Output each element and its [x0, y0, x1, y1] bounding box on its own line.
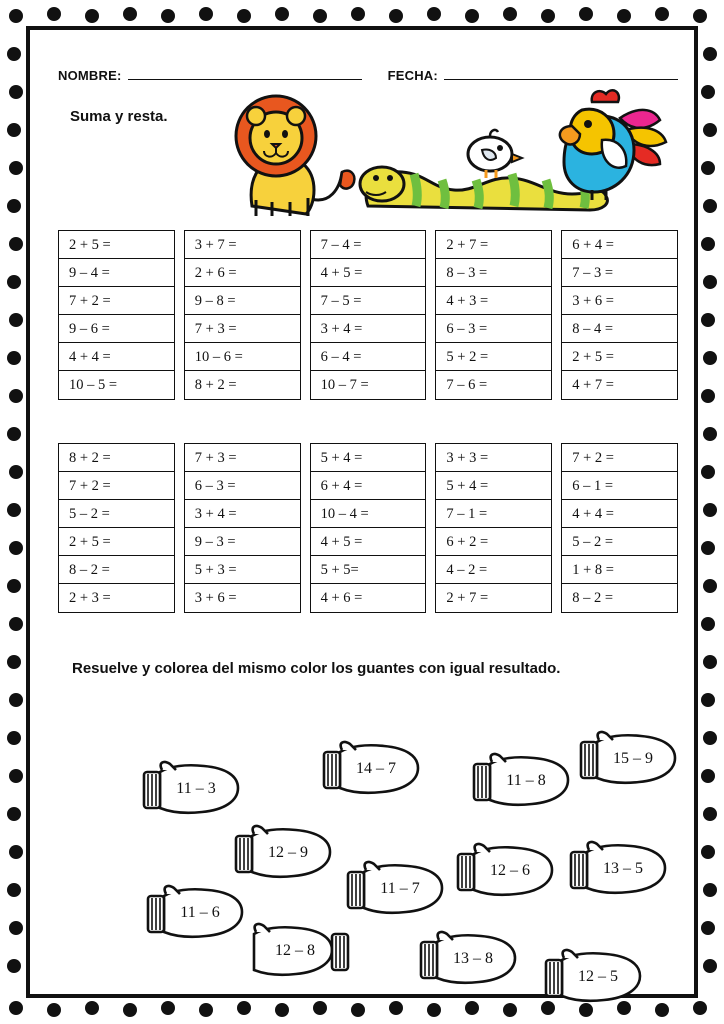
- glove-item[interactable]: [340, 858, 448, 920]
- name-label: NOMBRE:: [58, 68, 122, 83]
- glove-item[interactable]: [228, 822, 336, 884]
- glove-label: 12 – 9: [268, 844, 308, 861]
- glove-item[interactable]: [563, 838, 671, 900]
- exercise-cell[interactable]: 3 + 4 =: [185, 500, 300, 528]
- exercise-cell[interactable]: 5 – 2 =: [562, 528, 677, 556]
- glove-label: 11 – 6: [180, 904, 220, 921]
- exercise-cell[interactable]: 8 + 2 =: [194, 377, 237, 393]
- exercise-cell[interactable]: 10 – 5 =: [69, 377, 118, 393]
- exercise-cell[interactable]: 6 – 3 =: [185, 472, 300, 500]
- date-write-line[interactable]: [444, 78, 678, 80]
- exercise-column: [58, 443, 175, 613]
- exercise-cell[interactable]: 6 – 3 =: [436, 315, 551, 343]
- glove-item[interactable]: [248, 920, 356, 982]
- exercise-cell[interactable]: 8 – 2 =: [572, 590, 613, 606]
- glove-item[interactable]: [140, 882, 248, 944]
- exercise-cell[interactable]: 3 + 3 =: [436, 444, 551, 472]
- glove-item[interactable]: [538, 946, 646, 1008]
- exercise-cell[interactable]: 4 + 5 =: [311, 259, 426, 287]
- exercise-cell[interactable]: 6 – 4 =: [311, 343, 426, 371]
- exercise-cell[interactable]: 3 + 6 =: [562, 287, 677, 315]
- exercise-cell[interactable]: 7 – 1 =: [436, 500, 551, 528]
- glove-label: 11 – 8: [506, 772, 546, 789]
- glove-label: 12 – 5: [578, 968, 618, 985]
- exercise-cell[interactable]: 4 + 7 =: [572, 377, 614, 393]
- glove-label: 15 – 9: [613, 750, 653, 767]
- exercise-cell[interactable]: 7 + 2 =: [59, 472, 174, 500]
- exercise-grid-two: [58, 443, 678, 613]
- exercise-cell[interactable]: 5 + 3 =: [185, 556, 300, 584]
- glove-item[interactable]: [316, 738, 424, 800]
- instruction-color-gloves: Resuelve y colorea del mismo color los guantes con igual resultado.: [72, 660, 561, 677]
- glove-item[interactable]: [573, 728, 681, 790]
- exercise-cell[interactable]: 5 + 4 =: [311, 444, 426, 472]
- exercise-cell[interactable]: 1 + 8 =: [562, 556, 677, 584]
- exercise-grid-one: [58, 230, 678, 400]
- exercise-cell[interactable]: 4 + 5 =: [311, 528, 426, 556]
- exercise-column: [435, 443, 552, 613]
- exercise-cell[interactable]: 10 – 6 =: [185, 343, 300, 371]
- exercise-column: [435, 230, 552, 400]
- exercise-cell[interactable]: 9 – 6 =: [59, 315, 174, 343]
- glove-item[interactable]: [136, 758, 244, 820]
- exercise-cell[interactable]: 5 + 2 =: [436, 343, 551, 371]
- bird-icon: [468, 130, 522, 178]
- exercise-cell[interactable]: 4 + 3 =: [436, 287, 551, 315]
- exercise-cell[interactable]: 6 + 2 =: [436, 528, 551, 556]
- lion-icon: [236, 96, 354, 216]
- glove-label: 11 – 3: [176, 780, 216, 797]
- exercise-cell[interactable]: 3 + 4 =: [311, 315, 426, 343]
- exercise-cell[interactable]: 5 + 4 =: [436, 472, 551, 500]
- exercise-column: [184, 230, 301, 400]
- exercise-cell[interactable]: 6 – 1 =: [562, 472, 677, 500]
- exercise-cell[interactable]: 3 + 7 =: [185, 231, 300, 259]
- exercise-cell[interactable]: 7 – 6 =: [446, 377, 488, 393]
- exercise-column: [310, 230, 427, 400]
- exercise-cell[interactable]: 7 + 2 =: [562, 444, 677, 472]
- date-label: FECHA:: [387, 68, 438, 83]
- glove-label: 12 – 6: [490, 862, 530, 879]
- glove-label: 13 – 8: [453, 950, 493, 967]
- exercise-cell[interactable]: 3 + 6 =: [194, 590, 237, 606]
- exercise-cell[interactable]: 4 + 4 =: [59, 343, 174, 371]
- name-write-line[interactable]: [128, 78, 362, 80]
- exercise-column: [184, 443, 301, 613]
- exercise-cell[interactable]: 2 + 3 =: [69, 590, 111, 606]
- gloves-activity: [58, 710, 682, 990]
- exercise-cell[interactable]: 7 + 3 =: [185, 444, 300, 472]
- exercise-cell[interactable]: 9 – 4 =: [59, 259, 174, 287]
- exercise-cell[interactable]: 4 + 6 =: [320, 590, 363, 606]
- exercise-cell[interactable]: 2 + 7 =: [446, 590, 489, 606]
- exercise-cell[interactable]: 7 – 3 =: [562, 259, 677, 287]
- exercise-cell[interactable]: 5 – 2 =: [59, 500, 174, 528]
- exercise-cell[interactable]: 9 – 8 =: [185, 287, 300, 315]
- exercise-cell[interactable]: 10 – 4 =: [311, 500, 426, 528]
- exercise-column: [561, 443, 678, 613]
- student-header: [58, 68, 678, 83]
- exercise-cell[interactable]: 7 – 5 =: [311, 287, 426, 315]
- instruction-add-subtract: Suma y resta.: [70, 108, 168, 125]
- glove-item[interactable]: [413, 928, 521, 990]
- parrot-icon: [560, 90, 666, 200]
- exercise-cell[interactable]: 8 – 2 =: [59, 556, 174, 584]
- exercise-cell[interactable]: 7 – 4 =: [311, 231, 426, 259]
- animals-illustration: [190, 88, 680, 243]
- exercise-cell[interactable]: 7 + 3 =: [185, 315, 300, 343]
- glove-item[interactable]: [450, 840, 558, 902]
- exercise-cell[interactable]: 4 + 4 =: [562, 500, 677, 528]
- exercise-cell[interactable]: 5 + 5=: [311, 556, 426, 584]
- exercise-cell[interactable]: 6 + 4 =: [311, 472, 426, 500]
- exercise-cell[interactable]: 2 + 5 =: [59, 231, 174, 259]
- exercise-cell[interactable]: 9 – 3 =: [185, 528, 300, 556]
- exercise-cell[interactable]: 2 + 5 =: [562, 343, 677, 371]
- exercise-column: [58, 230, 175, 400]
- exercise-column: [310, 443, 427, 613]
- exercise-cell[interactable]: 2 + 6 =: [185, 259, 300, 287]
- glove-label: 11 – 7: [380, 880, 420, 897]
- exercise-cell[interactable]: 7 + 2 =: [59, 287, 174, 315]
- exercise-cell[interactable]: 8 + 2 =: [59, 444, 174, 472]
- glove-item[interactable]: [466, 750, 574, 812]
- exercise-cell[interactable]: 10 – 7 =: [320, 377, 369, 393]
- exercise-cell[interactable]: 6 + 4 =: [562, 231, 677, 259]
- exercise-column: [561, 230, 678, 400]
- glove-label: 13 – 5: [603, 860, 643, 877]
- exercise-cell[interactable]: 8 – 4 =: [562, 315, 677, 343]
- glove-label: 14 – 7: [356, 760, 396, 777]
- glove-label: 12 – 8: [275, 942, 315, 959]
- exercise-cell[interactable]: 8 – 3 =: [436, 259, 551, 287]
- exercise-cell[interactable]: 2 + 7 =: [436, 231, 551, 259]
- worksheet-content: [30, 30, 694, 994]
- exercise-cell[interactable]: 4 – 2 =: [436, 556, 551, 584]
- exercise-cell[interactable]: 2 + 5 =: [59, 528, 174, 556]
